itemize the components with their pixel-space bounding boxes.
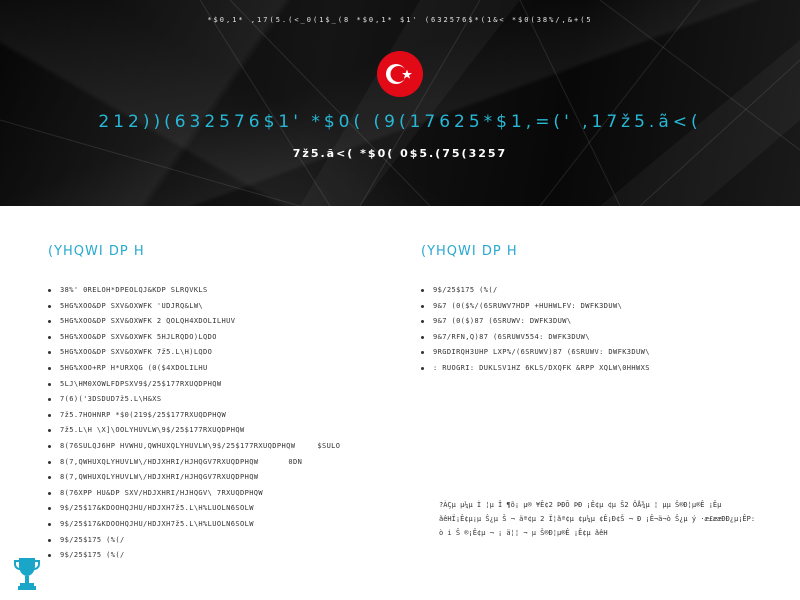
list-item-label: 9$/25$17&KDOOHQJHU/HDJXH7ž5.L\H%LUOLN6SOLW <box>60 519 254 528</box>
list-item-label: 9$/25$175 (%(/ <box>60 551 125 560</box>
list-item-label: 5HG%XOO&DP SXV&OXWFK 2 QOLQH4XDOLILHUV <box>60 317 236 326</box>
list-item-label: 5HG%XOO&DP SXV&OXWFK 'UDJRQ&LW\ <box>60 301 204 310</box>
turkey-flag-icon <box>376 50 424 98</box>
list-item <box>48 392 398 408</box>
list-item-label: 38%' 0RELOH*DPEOLQJ&KDP SLRQVKLS <box>60 286 208 294</box>
list-item <box>48 299 398 315</box>
hero-title: 212))(632576$1' *$0( (9(17625*$1,=(' ,17ž5.ã<( <box>98 112 702 132</box>
list-item-label: 8(76SULQJ6HP HVWHU,QWHUXQLYHUVLW\9$/25$177RXUQDPHQW <box>60 441 296 450</box>
list-item-label: 9&7 (0($%/(6SRUWV7HDP +HUHWLFV: DWFK3DUW\ <box>433 301 623 310</box>
list-item-label: 9$/25$175 (%(/ <box>60 535 125 544</box>
right-column-heading: (YHQWI DP H <box>421 244 518 259</box>
list-item <box>48 330 398 346</box>
list-item-label: 7ž5.L\H \X]\OOLYHUVLW\9$/25$177RXUQDPHQW <box>60 426 245 435</box>
list-item-label: 9&7 (0($)87 (6SRUWV: DWFK3DUW\ <box>433 317 572 326</box>
list-item-label: 9$/25$17&KDOOHQJHU/HDJXH7ž5.L\H%LUOLN6SOLW <box>60 504 254 513</box>
list-item <box>48 283 398 299</box>
list-item <box>421 283 771 299</box>
list-item <box>48 486 398 502</box>
list-item <box>48 345 398 361</box>
list-item <box>421 330 771 346</box>
list-item-label: 8(76XPP HU&DP SXV/HDJXHRI/HJHQGV\ 7RXUQDPHQW <box>60 488 264 497</box>
list-item-label: 9&7/RFN,Q)87 (6SRUWV554: DWFK3DUW\ <box>433 332 590 341</box>
left-event-list <box>48 283 398 564</box>
right-column <box>421 244 771 377</box>
list-item-label: 9RGDIRQH3UHP LXP%/(6SRUWV)87 (6SRUWV: DWFK3DUW\ <box>433 348 650 357</box>
list-item <box>48 517 398 533</box>
hero-banner <box>0 0 800 206</box>
list-item <box>48 470 398 486</box>
list-item-extra: $SULO <box>317 441 341 450</box>
list-item-label: 5HG%XOO+RP H*URXQG (0($4XDOLILHU <box>60 363 208 372</box>
list-item-label: 8(7,QWHUXQLYHUVLW\/HDJXHRI/HJHQGV7RXUQDPHQW <box>60 457 259 466</box>
list-item-label: 7(6)('3DSDUD7ž5.L\H&XS <box>60 395 162 404</box>
list-item <box>421 361 771 377</box>
left-column-heading: (YHQWI DP H <box>48 244 145 259</box>
list-item <box>421 345 771 361</box>
left-column <box>48 244 398 564</box>
right-event-list <box>421 283 771 377</box>
list-item-label: 7ž5.7HOHNRP *$0(219$/25$177RXUQDPHQW <box>60 410 227 419</box>
list-item <box>48 361 398 377</box>
list-item-label: 5HG%XOO&DP SXV&OXWFK 7ž5.L\H)LQDO <box>60 348 213 357</box>
list-item <box>421 314 771 330</box>
list-item <box>48 548 398 564</box>
trophy-icon <box>12 556 42 592</box>
list-item <box>48 423 398 439</box>
list-item-label: : RUOGRI: DUKLSV1HZ 6KLS/DXQFK &RPP XQLW\0HHWXS <box>433 363 650 372</box>
list-item <box>48 439 398 455</box>
list-item <box>48 314 398 330</box>
footnote-text: ?ÀÇµ µ¼µ Ì ¦µ Î ¶õ¡ µ® ¥Ê¢2 ÞÐÕ ÞÐ ¡Ê¢µ ¢µ Š2 ÔÅ¾µ ¦ µµ Š®Ð¦µ®Ê ¡Êµ ãêHÏ¡Ê¢µ¡µ Ŝ¿µ Š ¬ äª¢µ 2 Ï¦ãª¢µ ¢µ¼µ ¢Ê¡Ð¢Š ¬ Ð ¡Ê¬ä¬ò Ŝ¿µ ý ·æ£ææÐÐ¿µ¡ÊP: ò i Š ®¡Ê¢µ ¬ ¡ ä¦¦ ¬ µ Š®Ð¦µ®Ê ¡Ê¢µ ãêH <box>439 501 756 537</box>
list-item-label: 8(7,QWHUXQLYHUVLW\/HDJXHRI/HJHQGV7RXUQDPHQW <box>60 473 259 482</box>
hero-subtitle: 7ž5.ã<( *$0( 0$5.(75(3257 <box>292 147 508 160</box>
list-item <box>48 501 398 517</box>
list-item-label: 9$/25$175 (%(/ <box>433 286 498 294</box>
list-item-label: 5LJ\HM0XOWLFDPSXV9$/25$177RXUQDPHQW <box>60 379 222 388</box>
hero-background-lines <box>0 0 800 206</box>
list-item <box>48 377 398 393</box>
top-navigation[interactable]: *$0,1* ,17(5.(<_0(1$_(8 *$0,1* $1' (632576$*(1&< *$0(38%/,&+(5 <box>207 16 593 24</box>
list-item <box>48 408 398 424</box>
list-item <box>48 533 398 549</box>
list-item <box>48 455 398 471</box>
list-item-label: 5HG%XOO&DP SXV&OXWFK 5HJLRQDO)LQDO <box>60 332 217 341</box>
list-item <box>421 299 771 315</box>
list-item-extra: 0DN <box>288 457 303 466</box>
